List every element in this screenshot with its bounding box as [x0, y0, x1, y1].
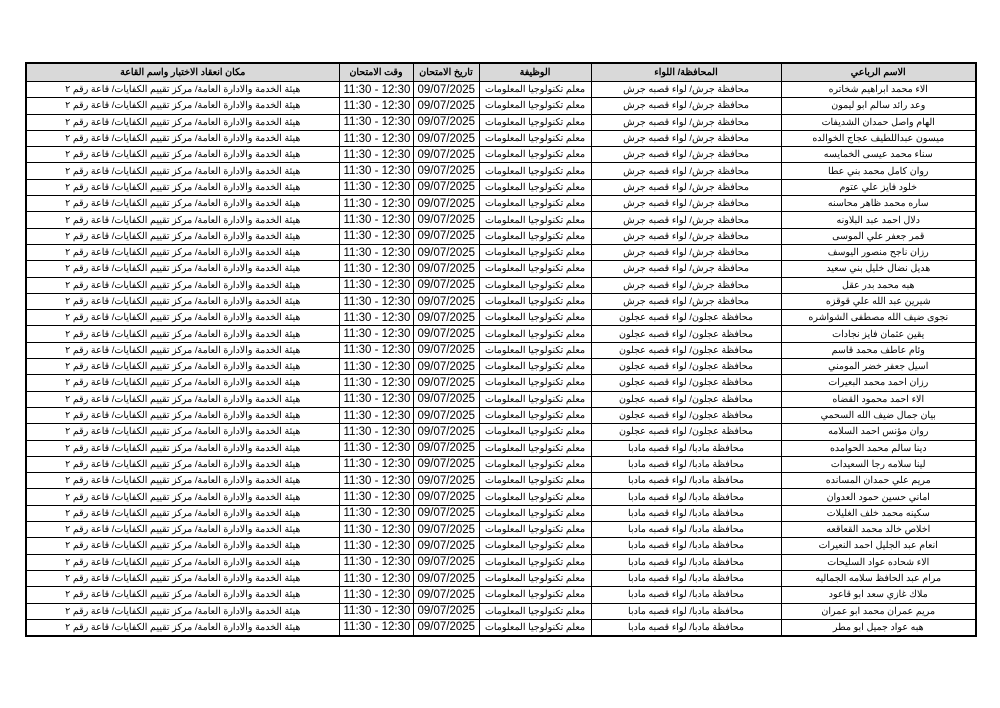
cell-province: محافظة عجلون/ لواء قصبه عجلون [591, 310, 781, 326]
table-row [26, 326, 976, 342]
cell-job: معلم تكنولوجيا المعلومات [479, 277, 591, 293]
cell-time: 11:30 - 12:30 [339, 342, 413, 358]
table-header-row [26, 63, 976, 82]
header-place: مكان انعقاد الاختبار واسم القاعة [26, 63, 339, 82]
cell-job: معلم تكنولوجيا المعلومات [479, 130, 591, 146]
cell-time: 11:30 - 12:30 [339, 538, 413, 554]
header-province: المحافظة/ اللواء [591, 63, 781, 82]
cell-job: معلم تكنولوجيا المعلومات [479, 554, 591, 570]
cell-province: محافظة جرش/ لواء قصبه جرش [591, 82, 781, 98]
cell-name: خلود فايز علي عتوم [781, 179, 976, 195]
cell-name: وعد رائد سالم ابو ليمون [781, 98, 976, 114]
cell-time: 11:30 - 12:30 [339, 130, 413, 146]
cell-name: اخلاص خالد محمد القعاقعه [781, 522, 976, 538]
cell-time: 11:30 - 12:30 [339, 603, 413, 619]
cell-date: 09/07/2025 [413, 391, 479, 407]
cell-province: محافظة مادبا/ لواء قصبه مادبا [591, 538, 781, 554]
cell-place: هيئة الخدمة والادارة العامة/ مركز تقييم الكفايات/ قاعة رقم ٢ [26, 310, 339, 326]
cell-province: محافظة مادبا/ لواء قصبه مادبا [591, 473, 781, 489]
cell-name: سكينه محمد خلف الغليلات [781, 505, 976, 521]
cell-time: 11:30 - 12:30 [339, 424, 413, 440]
cell-name: انعام عبد الجليل احمد النعيرات [781, 538, 976, 554]
cell-date: 09/07/2025 [413, 179, 479, 195]
cell-province: محافظة جرش/ لواء قصبه جرش [591, 277, 781, 293]
cell-name: اسيل جعفر خضر المومني [781, 359, 976, 375]
table-row [26, 375, 976, 391]
table-row [26, 391, 976, 407]
cell-time: 11:30 - 12:30 [339, 473, 413, 489]
cell-place: هيئة الخدمة والادارة العامة/ مركز تقييم الكفايات/ قاعة رقم ٢ [26, 587, 339, 603]
table-body [26, 82, 976, 637]
cell-time: 11:30 - 12:30 [339, 505, 413, 521]
cell-job: معلم تكنولوجيا المعلومات [479, 538, 591, 554]
cell-time: 11:30 - 12:30 [339, 163, 413, 179]
cell-province: محافظة مادبا/ لواء قصبه مادبا [591, 619, 781, 636]
cell-province: محافظة مادبا/ لواء قصبه مادبا [591, 522, 781, 538]
cell-job: معلم تكنولوجيا المعلومات [479, 147, 591, 163]
header-job: الوظيفة [479, 63, 591, 82]
cell-date: 09/07/2025 [413, 147, 479, 163]
table-row [26, 424, 976, 440]
table-row [26, 554, 976, 570]
table-row [26, 310, 976, 326]
cell-date: 09/07/2025 [413, 326, 479, 342]
cell-province: محافظة مادبا/ لواء قصبه مادبا [591, 603, 781, 619]
cell-time: 11:30 - 12:30 [339, 456, 413, 472]
cell-province: محافظة عجلون/ لواء قصبه عجلون [591, 375, 781, 391]
cell-time: 11:30 - 12:30 [339, 554, 413, 570]
cell-time: 11:30 - 12:30 [339, 244, 413, 260]
cell-province: محافظة عجلون/ لواء قصبه عجلون [591, 407, 781, 423]
cell-name: دلال احمد عبد البلاونه [781, 212, 976, 228]
table-row [26, 82, 976, 98]
cell-time: 11:30 - 12:30 [339, 277, 413, 293]
cell-job: معلم تكنولوجيا المعلومات [479, 603, 591, 619]
table-row [26, 179, 976, 195]
cell-date: 09/07/2025 [413, 228, 479, 244]
cell-job: معلم تكنولوجيا المعلومات [479, 326, 591, 342]
cell-province: محافظة مادبا/ لواء قصبه مادبا [591, 456, 781, 472]
cell-province: محافظة جرش/ لواء قصبه جرش [591, 261, 781, 277]
cell-place: هيئة الخدمة والادارة العامة/ مركز تقييم الكفايات/ قاعة رقم ٢ [26, 407, 339, 423]
cell-name: هديل نضال خليل بني سعيد [781, 261, 976, 277]
cell-time: 11:30 - 12:30 [339, 375, 413, 391]
cell-date: 09/07/2025 [413, 114, 479, 130]
cell-time: 11:30 - 12:30 [339, 359, 413, 375]
cell-date: 09/07/2025 [413, 489, 479, 505]
cell-date: 09/07/2025 [413, 522, 479, 538]
cell-name: ميسون عبداللطيف عجاج الخوالده [781, 130, 976, 146]
cell-date: 09/07/2025 [413, 440, 479, 456]
cell-name: ساره محمد ظاهر محاسنه [781, 196, 976, 212]
table-row [26, 212, 976, 228]
cell-date: 09/07/2025 [413, 293, 479, 309]
table-row [26, 489, 976, 505]
table-row [26, 456, 976, 472]
table-row [26, 440, 976, 456]
cell-place: هيئة الخدمة والادارة العامة/ مركز تقييم الكفايات/ قاعة رقم ٢ [26, 293, 339, 309]
cell-date: 09/07/2025 [413, 375, 479, 391]
cell-place: هيئة الخدمة والادارة العامة/ مركز تقييم الكفايات/ قاعة رقم ٢ [26, 82, 339, 98]
cell-name: شيرين عبد الله علي قوقزه [781, 293, 976, 309]
cell-job: معلم تكنولوجيا المعلومات [479, 293, 591, 309]
cell-time: 11:30 - 12:30 [339, 587, 413, 603]
cell-province: محافظة جرش/ لواء قصبه جرش [591, 130, 781, 146]
cell-name: هبه محمد بدر عقل [781, 277, 976, 293]
cell-date: 09/07/2025 [413, 359, 479, 375]
cell-place: هيئة الخدمة والادارة العامة/ مركز تقييم الكفايات/ قاعة رقم ٢ [26, 244, 339, 260]
cell-time: 11:30 - 12:30 [339, 147, 413, 163]
table-row [26, 277, 976, 293]
cell-job: معلم تكنولوجيا المعلومات [479, 82, 591, 98]
cell-job: معلم تكنولوجيا المعلومات [479, 375, 591, 391]
cell-province: محافظة جرش/ لواء قصبه جرش [591, 147, 781, 163]
cell-date: 09/07/2025 [413, 424, 479, 440]
cell-time: 11:30 - 12:30 [339, 440, 413, 456]
cell-place: هيئة الخدمة والادارة العامة/ مركز تقييم الكفايات/ قاعة رقم ٢ [26, 424, 339, 440]
cell-name: مرام عبد الحافظ سلامه الجماليه [781, 570, 976, 586]
cell-name: نجوى ضيف الله مصطفى الشواشره [781, 310, 976, 326]
cell-date: 09/07/2025 [413, 587, 479, 603]
cell-name: سناء محمد عيسى الخمايسه [781, 147, 976, 163]
cell-place: هيئة الخدمة والادارة العامة/ مركز تقييم الكفايات/ قاعة رقم ٢ [26, 489, 339, 505]
cell-job: معلم تكنولوجيا المعلومات [479, 407, 591, 423]
table-row [26, 293, 976, 309]
cell-place: هيئة الخدمة والادارة العامة/ مركز تقييم الكفايات/ قاعة رقم ٢ [26, 277, 339, 293]
cell-name: الاء محمد ابراهيم شخاتره [781, 82, 976, 98]
cell-time: 11:30 - 12:30 [339, 196, 413, 212]
cell-time: 11:30 - 12:30 [339, 212, 413, 228]
cell-name: وئام عاطف محمد قاسم [781, 342, 976, 358]
cell-date: 09/07/2025 [413, 277, 479, 293]
cell-job: معلم تكنولوجيا المعلومات [479, 310, 591, 326]
cell-province: محافظة مادبا/ لواء قصبه مادبا [591, 587, 781, 603]
cell-time: 11:30 - 12:30 [339, 619, 413, 636]
cell-job: معلم تكنولوجيا المعلومات [479, 114, 591, 130]
cell-time: 11:30 - 12:30 [339, 114, 413, 130]
cell-job: معلم تكنولوجيا المعلومات [479, 196, 591, 212]
table-row [26, 261, 976, 277]
cell-job: معلم تكنولوجيا المعلومات [479, 163, 591, 179]
cell-time: 11:30 - 12:30 [339, 228, 413, 244]
cell-name: لينا سلامه رجا السعيدات [781, 456, 976, 472]
cell-date: 09/07/2025 [413, 163, 479, 179]
cell-time: 11:30 - 12:30 [339, 98, 413, 114]
cell-province: محافظة مادبا/ لواء قصبه مادبا [591, 440, 781, 456]
cell-job: معلم تكنولوجيا المعلومات [479, 505, 591, 521]
table-row [26, 196, 976, 212]
cell-date: 09/07/2025 [413, 212, 479, 228]
cell-name: مريم عمران محمد ابو عمران [781, 603, 976, 619]
cell-job: معلم تكنولوجيا المعلومات [479, 261, 591, 277]
cell-date: 09/07/2025 [413, 244, 479, 260]
cell-place: هيئة الخدمة والادارة العامة/ مركز تقييم الكفايات/ قاعة رقم ٢ [26, 505, 339, 521]
cell-job: معلم تكنولوجيا المعلومات [479, 473, 591, 489]
cell-place: هيئة الخدمة والادارة العامة/ مركز تقييم الكفايات/ قاعة رقم ٢ [26, 212, 339, 228]
cell-job: معلم تكنولوجيا المعلومات [479, 489, 591, 505]
cell-job: معلم تكنولوجيا المعلومات [479, 212, 591, 228]
table-row [26, 587, 976, 603]
cell-province: محافظة جرش/ لواء قصبه جرش [591, 212, 781, 228]
cell-place: هيئة الخدمة والادارة العامة/ مركز تقييم الكفايات/ قاعة رقم ٢ [26, 196, 339, 212]
cell-province: محافظة جرش/ لواء قصبه جرش [591, 163, 781, 179]
cell-name: بيان جمال ضيف الله السحمي [781, 407, 976, 423]
cell-place: هيئة الخدمة والادارة العامة/ مركز تقييم الكفايات/ قاعة رقم ٢ [26, 98, 339, 114]
cell-place: هيئة الخدمة والادارة العامة/ مركز تقييم الكفايات/ قاعة رقم ٢ [26, 538, 339, 554]
cell-date: 09/07/2025 [413, 130, 479, 146]
cell-name: رزان احمد محمد البعيرات [781, 375, 976, 391]
cell-name: رزان ناجح منصور اليوسف [781, 244, 976, 260]
cell-place: هيئة الخدمة والادارة العامة/ مركز تقييم الكفايات/ قاعة رقم ٢ [26, 342, 339, 358]
cell-name: قمر جعفر علي الموسى [781, 228, 976, 244]
table-row [26, 603, 976, 619]
cell-name: دينا سالم محمد الحوامده [781, 440, 976, 456]
cell-time: 11:30 - 12:30 [339, 82, 413, 98]
cell-province: محافظة جرش/ لواء قصبه جرش [591, 114, 781, 130]
cell-time: 11:30 - 12:30 [339, 179, 413, 195]
cell-job: معلم تكنولوجيا المعلومات [479, 456, 591, 472]
cell-place: هيئة الخدمة والادارة العامة/ مركز تقييم الكفايات/ قاعة رقم ٢ [26, 456, 339, 472]
cell-name: هبه عواد جميل ابو مطر [781, 619, 976, 636]
header-date: تاريخ الامتحان [413, 63, 479, 82]
table-row [26, 570, 976, 586]
cell-date: 09/07/2025 [413, 619, 479, 636]
cell-time: 11:30 - 12:30 [339, 570, 413, 586]
cell-place: هيئة الخدمة والادارة العامة/ مركز تقييم الكفايات/ قاعة رقم ٢ [26, 147, 339, 163]
cell-time: 11:30 - 12:30 [339, 293, 413, 309]
cell-job: معلم تكنولوجيا المعلومات [479, 98, 591, 114]
table-row [26, 505, 976, 521]
cell-province: محافظة عجلون/ لواء قصبه عجلون [591, 424, 781, 440]
cell-province: محافظة جرش/ لواء قصبه جرش [591, 244, 781, 260]
cell-date: 09/07/2025 [413, 196, 479, 212]
table-row [26, 473, 976, 489]
cell-time: 11:30 - 12:30 [339, 489, 413, 505]
cell-date: 09/07/2025 [413, 554, 479, 570]
cell-date: 09/07/2025 [413, 407, 479, 423]
cell-date: 09/07/2025 [413, 82, 479, 98]
cell-name: ملاك غازي سعد ابو قاعود [781, 587, 976, 603]
cell-province: محافظة مادبا/ لواء قصبه مادبا [591, 489, 781, 505]
cell-place: هيئة الخدمة والادارة العامة/ مركز تقييم الكفايات/ قاعة رقم ٢ [26, 619, 339, 636]
exam-schedule-table [25, 62, 977, 637]
table-row [26, 130, 976, 146]
table-row [26, 228, 976, 244]
cell-place: هيئة الخدمة والادارة العامة/ مركز تقييم الكفايات/ قاعة رقم ٢ [26, 130, 339, 146]
cell-job: معلم تكنولوجيا المعلومات [479, 244, 591, 260]
cell-date: 09/07/2025 [413, 261, 479, 277]
cell-time: 11:30 - 12:30 [339, 522, 413, 538]
cell-time: 11:30 - 12:30 [339, 261, 413, 277]
cell-job: معلم تكنولوجيا المعلومات [479, 619, 591, 636]
cell-place: هيئة الخدمة والادارة العامة/ مركز تقييم الكفايات/ قاعة رقم ٢ [26, 570, 339, 586]
cell-place: هيئة الخدمة والادارة العامة/ مركز تقييم الكفايات/ قاعة رقم ٢ [26, 261, 339, 277]
cell-place: هيئة الخدمة والادارة العامة/ مركز تقييم الكفايات/ قاعة رقم ٢ [26, 326, 339, 342]
table-row [26, 342, 976, 358]
cell-date: 09/07/2025 [413, 505, 479, 521]
cell-place: هيئة الخدمة والادارة العامة/ مركز تقييم الكفايات/ قاعة رقم ٢ [26, 359, 339, 375]
cell-province: محافظة مادبا/ لواء قصبه مادبا [591, 505, 781, 521]
cell-time: 11:30 - 12:30 [339, 310, 413, 326]
cell-place: هيئة الخدمة والادارة العامة/ مركز تقييم الكفايات/ قاعة رقم ٢ [26, 440, 339, 456]
cell-place: هيئة الخدمة والادارة العامة/ مركز تقييم الكفايات/ قاعة رقم ٢ [26, 473, 339, 489]
cell-job: معلم تكنولوجيا المعلومات [479, 424, 591, 440]
cell-job: معلم تكنولوجيا المعلومات [479, 522, 591, 538]
cell-date: 09/07/2025 [413, 538, 479, 554]
table-row [26, 163, 976, 179]
cell-province: محافظة عجلون/ لواء قصبه عجلون [591, 326, 781, 342]
cell-date: 09/07/2025 [413, 98, 479, 114]
cell-job: معلم تكنولوجيا المعلومات [479, 228, 591, 244]
cell-place: هيئة الخدمة والادارة العامة/ مركز تقييم الكفايات/ قاعة رقم ٢ [26, 163, 339, 179]
cell-place: هيئة الخدمة والادارة العامة/ مركز تقييم الكفايات/ قاعة رقم ٢ [26, 114, 339, 130]
table-row [26, 98, 976, 114]
cell-job: معلم تكنولوجيا المعلومات [479, 570, 591, 586]
table-row [26, 147, 976, 163]
cell-province: محافظة عجلون/ لواء قصبه عجلون [591, 359, 781, 375]
table-row [26, 244, 976, 260]
table-row [26, 619, 976, 636]
cell-date: 09/07/2025 [413, 473, 479, 489]
table-row [26, 407, 976, 423]
table-row [26, 359, 976, 375]
cell-province: محافظة جرش/ لواء قصبه جرش [591, 196, 781, 212]
cell-province: محافظة جرش/ لواء قصبه جرش [591, 293, 781, 309]
cell-time: 11:30 - 12:30 [339, 407, 413, 423]
table-row [26, 538, 976, 554]
table-row [26, 522, 976, 538]
header-time: وقت الامتحان [339, 63, 413, 82]
cell-time: 11:30 - 12:30 [339, 391, 413, 407]
cell-province: محافظة جرش/ لواء قصبه جرش [591, 98, 781, 114]
cell-name: الاء شحاده عواد السليحات [781, 554, 976, 570]
cell-place: هيئة الخدمة والادارة العامة/ مركز تقييم الكفايات/ قاعة رقم ٢ [26, 375, 339, 391]
cell-name: اماني حسين حمود العدوان [781, 489, 976, 505]
cell-province: محافظة جرش/ لواء قصبه جرش [591, 228, 781, 244]
cell-province: محافظة مادبا/ لواء قصبه مادبا [591, 554, 781, 570]
cell-name: مريم علي حمدان المسانده [781, 473, 976, 489]
cell-date: 09/07/2025 [413, 570, 479, 586]
cell-name: روان مؤنس احمد السلامه [781, 424, 976, 440]
cell-date: 09/07/2025 [413, 310, 479, 326]
cell-job: معلم تكنولوجيا المعلومات [479, 342, 591, 358]
cell-date: 09/07/2025 [413, 603, 479, 619]
cell-province: محافظة مادبا/ لواء قصبه مادبا [591, 570, 781, 586]
cell-place: هيئة الخدمة والادارة العامة/ مركز تقييم الكفايات/ قاعة رقم ٢ [26, 228, 339, 244]
cell-place: هيئة الخدمة والادارة العامة/ مركز تقييم الكفايات/ قاعة رقم ٢ [26, 522, 339, 538]
cell-job: معلم تكنولوجيا المعلومات [479, 179, 591, 195]
cell-place: هيئة الخدمة والادارة العامة/ مركز تقييم الكفايات/ قاعة رقم ٢ [26, 391, 339, 407]
cell-province: محافظة جرش/ لواء قصبه جرش [591, 179, 781, 195]
cell-time: 11:30 - 12:30 [339, 326, 413, 342]
cell-place: هيئة الخدمة والادارة العامة/ مركز تقييم الكفايات/ قاعة رقم ٢ [26, 603, 339, 619]
cell-job: معلم تكنولوجيا المعلومات [479, 391, 591, 407]
cell-place: هيئة الخدمة والادارة العامة/ مركز تقييم الكفايات/ قاعة رقم ٢ [26, 179, 339, 195]
cell-place: هيئة الخدمة والادارة العامة/ مركز تقييم الكفايات/ قاعة رقم ٢ [26, 554, 339, 570]
cell-province: محافظة عجلون/ لواء قصبه عجلون [591, 391, 781, 407]
cell-job: معلم تكنولوجيا المعلومات [479, 587, 591, 603]
cell-job: معلم تكنولوجيا المعلومات [479, 440, 591, 456]
cell-date: 09/07/2025 [413, 456, 479, 472]
cell-name: يقين عثمان فايز نجادات [781, 326, 976, 342]
cell-date: 09/07/2025 [413, 342, 479, 358]
cell-name: الاء احمد محمود القضاه [781, 391, 976, 407]
cell-name: روان كامل محمد بني عطا [781, 163, 976, 179]
cell-province: محافظة عجلون/ لواء قصبه عجلون [591, 342, 781, 358]
table-row [26, 114, 976, 130]
cell-job: معلم تكنولوجيا المعلومات [479, 359, 591, 375]
header-name: الاسم الرباعي [781, 63, 976, 82]
cell-name: الهام واصل حمدان الشديفات [781, 114, 976, 130]
